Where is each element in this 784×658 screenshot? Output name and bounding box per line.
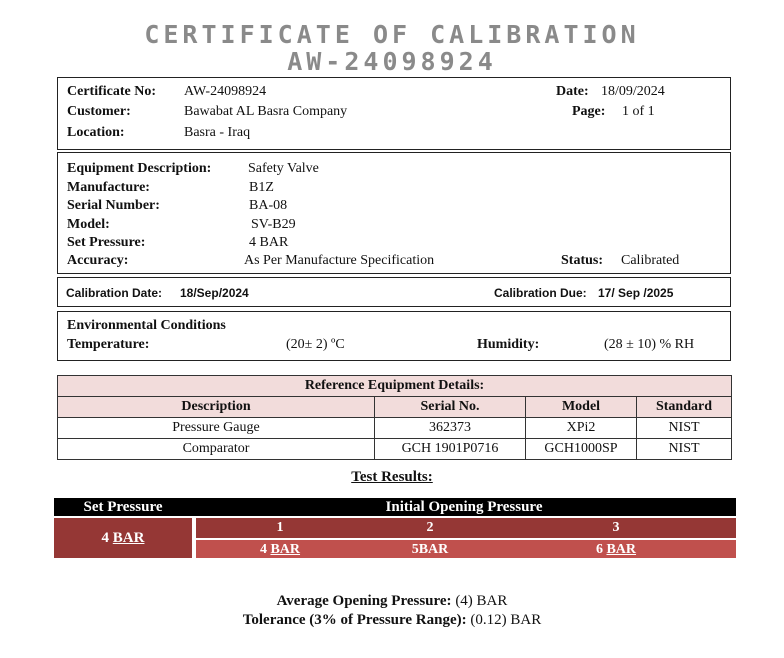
reference-equipment-table bbox=[57, 375, 732, 460]
serial-number-value: BA-08 bbox=[249, 198, 288, 213]
serial-number-label: Serial Number: bbox=[67, 198, 160, 213]
reading-number: 5 bbox=[411, 542, 419, 557]
date-value: 18/09/2024 bbox=[601, 84, 665, 99]
table-row bbox=[58, 418, 732, 439]
table-cell: Pressure Gauge bbox=[58, 418, 375, 439]
set-pressure-header: Set Pressure bbox=[54, 498, 192, 516]
status-label: Status: bbox=[561, 253, 604, 268]
opening-pressure-row bbox=[196, 540, 736, 558]
reference-header-row bbox=[58, 397, 732, 418]
equipment-description-value: Safety Valve bbox=[248, 161, 319, 176]
calibration-date-value: 18/Sep/2024 bbox=[180, 286, 249, 300]
tolerance bbox=[0, 612, 784, 629]
set-pressure-value: 4 BAR bbox=[249, 235, 289, 250]
table-cell: 362373 bbox=[375, 418, 526, 439]
average-label: Average Opening Pressure: bbox=[276, 593, 452, 609]
cert-no-value: AW-24098924 bbox=[184, 84, 267, 99]
column-header-description: Description bbox=[58, 397, 375, 418]
trial-number: 1 bbox=[276, 520, 284, 535]
humidity-label: Humidity: bbox=[477, 337, 540, 352]
location-value: Basra - Iraq bbox=[184, 125, 251, 140]
column-header-model: Model bbox=[526, 397, 637, 418]
certificate-title: CERTIFICATE OF CALIBRATION bbox=[144, 20, 640, 49]
cert-no-label: Certificate No: bbox=[67, 84, 157, 99]
opening-pressure-reading bbox=[496, 540, 736, 558]
opening-pressure-reading bbox=[364, 540, 496, 558]
customer-value: Bawabat AL Basra Company bbox=[184, 104, 348, 119]
accuracy-value: As Per Manufacture Specification bbox=[244, 253, 435, 268]
calibration-due-value: 17/ Sep /2025 bbox=[598, 286, 674, 300]
column-header-standard: Standard bbox=[637, 397, 732, 418]
equipment-box bbox=[57, 152, 731, 274]
humidity-value: (28 ± 10) % RH bbox=[604, 337, 695, 352]
trial-number: 2 bbox=[426, 520, 434, 535]
temperature-value: (20± 2) ºC bbox=[286, 337, 345, 352]
reading-unit: BAR bbox=[606, 542, 637, 557]
table-cell: Comparator bbox=[58, 439, 375, 460]
page-value: 1 of 1 bbox=[622, 104, 655, 119]
certificate-number-title: AW-24098924 bbox=[287, 47, 497, 76]
table-cell: GCH1000SP bbox=[526, 439, 637, 460]
page-label: Page: bbox=[572, 104, 606, 119]
reference-title-row bbox=[58, 376, 732, 397]
initial-opening-header: Initial Opening Pressure bbox=[192, 498, 736, 516]
model-label: Model: bbox=[67, 217, 110, 232]
accuracy-label: Accuracy: bbox=[67, 253, 129, 268]
environment-box bbox=[57, 311, 731, 361]
equipment-description-label: Equipment Description: bbox=[67, 161, 212, 176]
set-pressure-label: Set Pressure: bbox=[67, 235, 146, 250]
trial-number: 3 bbox=[612, 520, 620, 535]
set-pressure-result-unit: BAR bbox=[112, 530, 145, 546]
calibration-due-label: Calibration Due: bbox=[494, 286, 587, 300]
set-pressure-result bbox=[54, 518, 192, 558]
tolerance-label: Tolerance (3% of Pressure Range): bbox=[242, 612, 467, 628]
table-cell: NIST bbox=[637, 439, 732, 460]
opening-pressure-reading bbox=[196, 540, 364, 558]
table-cell: GCH 1901P0716 bbox=[375, 439, 526, 460]
table-cell: XPi2 bbox=[526, 418, 637, 439]
average-value: (4) BAR bbox=[455, 593, 508, 609]
reading-number: 6 bbox=[595, 542, 603, 557]
status-value: Calibrated bbox=[621, 253, 680, 268]
model-value: SV-B29 bbox=[251, 217, 296, 232]
average-opening-pressure bbox=[0, 593, 784, 610]
reading-unit: BAR bbox=[270, 542, 301, 557]
header-box bbox=[57, 77, 731, 150]
manufacture-label: Manufacture: bbox=[67, 180, 150, 195]
location-label: Location: bbox=[67, 125, 125, 140]
calibration-date-label: Calibration Date: bbox=[66, 286, 163, 300]
environment-title: Environmental Conditions bbox=[67, 318, 226, 333]
temperature-label: Temperature: bbox=[67, 337, 150, 352]
calibration-dates-box bbox=[57, 277, 731, 307]
reading-unit: BAR bbox=[418, 542, 449, 557]
reference-title: Reference Equipment Details: bbox=[58, 376, 732, 397]
date-label: Date: bbox=[556, 84, 589, 99]
test-results-title: Test Results: bbox=[351, 469, 433, 485]
manufacture-value: B1Z bbox=[249, 180, 274, 195]
tolerance-value: (0.12) BAR bbox=[470, 612, 542, 628]
column-header-serial: Serial No. bbox=[375, 397, 526, 418]
reading-number: 4 bbox=[259, 542, 267, 557]
set-pressure-result-number: 4 bbox=[101, 530, 110, 546]
customer-label: Customer: bbox=[67, 104, 131, 119]
table-row bbox=[58, 439, 732, 460]
trial-number-row bbox=[196, 518, 736, 538]
table-cell: NIST bbox=[637, 418, 732, 439]
